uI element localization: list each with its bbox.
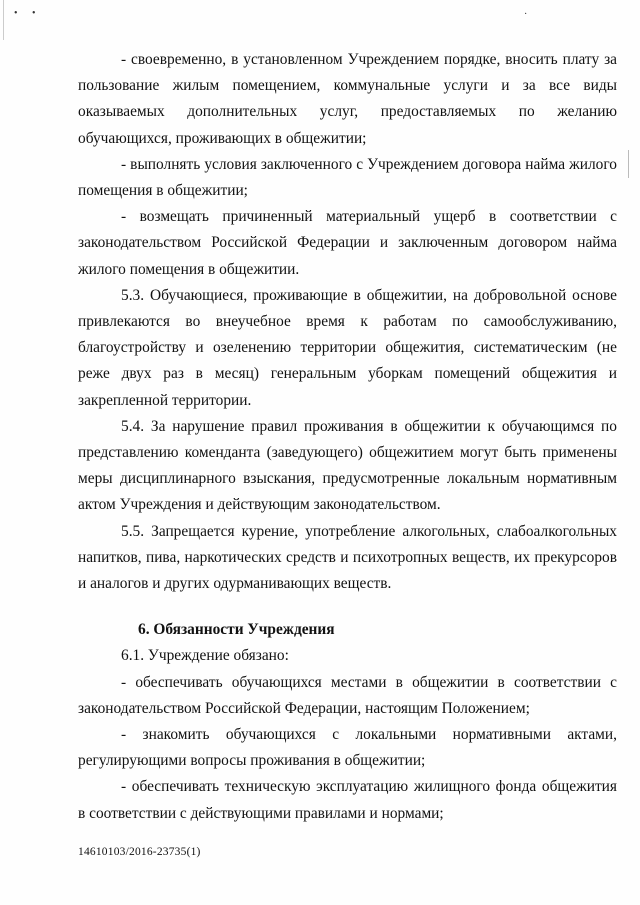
scan-edge-line — [628, 150, 629, 178]
paragraph: - знакомить обучающихся с локальными нормативными актами, регулирующими вопросы проживания в общежитии; — [78, 726, 617, 770]
scan-dot-mark: • — [14, 8, 18, 19]
paragraph: - выполнять условия заключенного с Учреждением договора найма жилого помещения в общежитии; — [78, 155, 617, 200]
body-text — [78, 47, 617, 827]
paragraph: - обеспечивать обучающихся местами в общежитии в соответствии с законодательством Российской Федерации, настоящим Положением; — [78, 673, 617, 717]
paragraph: - возмещать причиненный материальный ущерб в соответствии с законодательством Российской Федерации и заключенным договором найма жилого помещения в общежитии. — [78, 208, 617, 278]
scan-dot-mark: · — [524, 9, 528, 20]
paragraph: 5.5. Запрещается курение, употребление алкогольных, слабоалкогольных напитков, пива, наркотических средств и психотропных веществ, их прекурсоров и аналогов и других одурманивающих веществ. — [78, 522, 617, 593]
paragraph: 5.4. За нарушение правил проживания в общежитии к обучающимся по представлению коменданта (заведующего) общежитием могут быть применены меры дисциплинарного взыскания, предусмотренные локальным нормативным актом Учреждения и действующим законодательством. — [78, 417, 617, 514]
section-heading: 6. Обязанности Учреждения — [138, 621, 335, 639]
paragraph: - своевременно, в установленном Учреждением порядке, вносить плату за пользование жилым помещением, коммунальные услуги и за все виды оказываемых дополнительных услуг, предоставляемых по желанию обучающихся, проживающих в общежитии; — [78, 51, 617, 147]
document-number-footer: 14610103/2016-23735(1) — [78, 846, 201, 858]
paragraph: 5.3. Обучающиеся, проживающие в общежитии, на добровольной основе привлекаются во внеучебное время к работам по самообслуживанию, благоустройству и озеленению территории общежития, систематическим (не реже двух раз в месяц) генеральным уборкам помещений общежития и закрепленной территории. — [78, 286, 617, 409]
paragraph: 6.1. Учреждение обязано: — [121, 647, 289, 665]
scan-dot-mark: • — [32, 8, 36, 19]
paragraph: - обеспечивать техническую эксплуатацию жилищного фонда общежития в соответствии с действующими правилами и нормами; — [78, 778, 617, 822]
scan-edge-line — [3, 0, 4, 40]
